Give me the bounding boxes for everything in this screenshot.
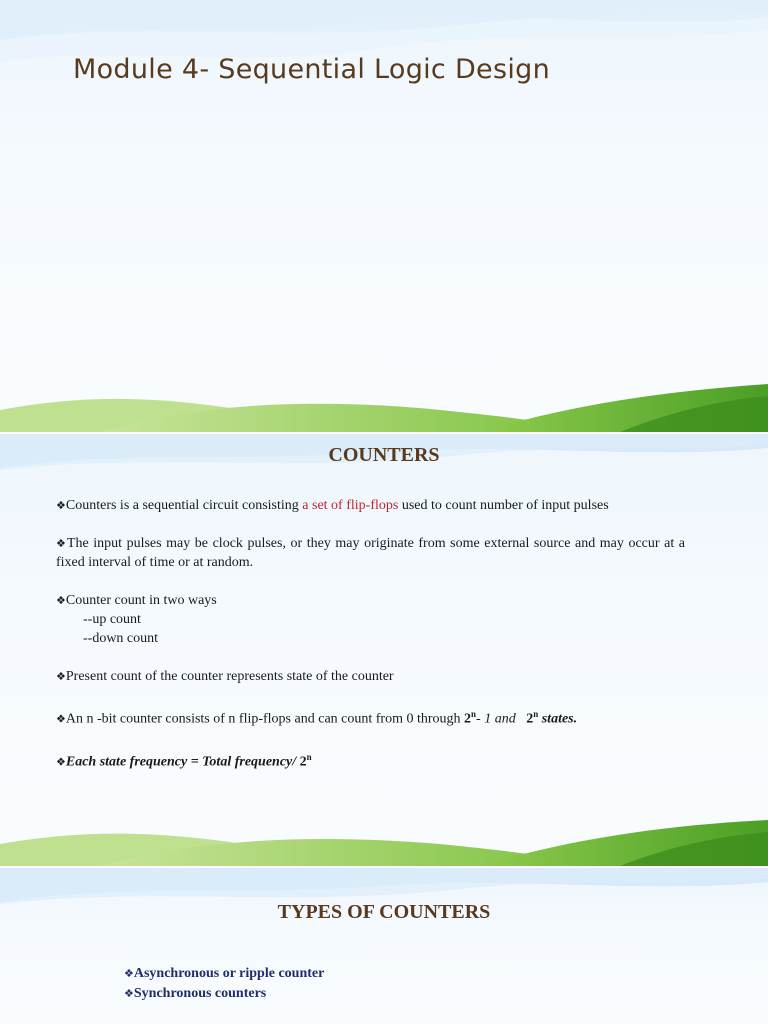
slide-heading: COUNTERS [328,444,440,466]
bullet-diamond-icon: ❖ [56,670,66,683]
bullet-diamond-icon: ❖ [56,499,66,512]
slide-counters [0,434,768,866]
bullet-input-pulses: ❖The input pulses may be clock pulses, or they may originate from some external source and may occur at a fixed interval of time or at random. [56,536,685,570]
bullet-n-bit: ❖An n -bit counter consists of n flip-flops and can count from 0 through 2$^n$- 1 and 2$^n$ states. [56,709,578,727]
slide-title [0,0,768,432]
bullet-diamond-icon: ❖ [56,712,66,726]
bullet-definition: ❖Counters is a sequential circuit consisting a set of flip-flops used to count number of input pulses [56,498,609,513]
bullet-count-ways: ❖Counter count in two ways --up count --down count [56,593,217,646]
slide-types-of-counters [0,868,768,1024]
counters-content [56,496,685,790]
sub-item-down-count: --down count [83,631,159,646]
bullet-diamond-icon: ❖ [124,987,134,1000]
sub-item-up-count: --up count [83,612,141,627]
bullet-diamond-icon: ❖ [56,537,67,550]
slide-title-text: Module 4- Sequential Logic Design [73,54,550,85]
highlight-text: a set of flip-flops [302,498,399,513]
list-item: ❖Asynchronous or ripple counter [124,966,325,981]
bullet-present-count: ❖Present count of the counter represents state of the counter [56,669,394,684]
slide-heading: TYPES OF COUNTERS [277,901,491,923]
types-list [124,964,324,1004]
slide-background [0,868,768,1024]
bullet-diamond-icon: ❖ [56,755,66,769]
bullet-state-frequency: ❖Each state frequency = Total frequency/ 2$^n$ [56,751,312,770]
list-item: ❖Synchronous counters [124,986,267,1001]
bullet-diamond-icon: ❖ [56,594,66,607]
bullet-diamond-icon: ❖ [124,967,134,980]
